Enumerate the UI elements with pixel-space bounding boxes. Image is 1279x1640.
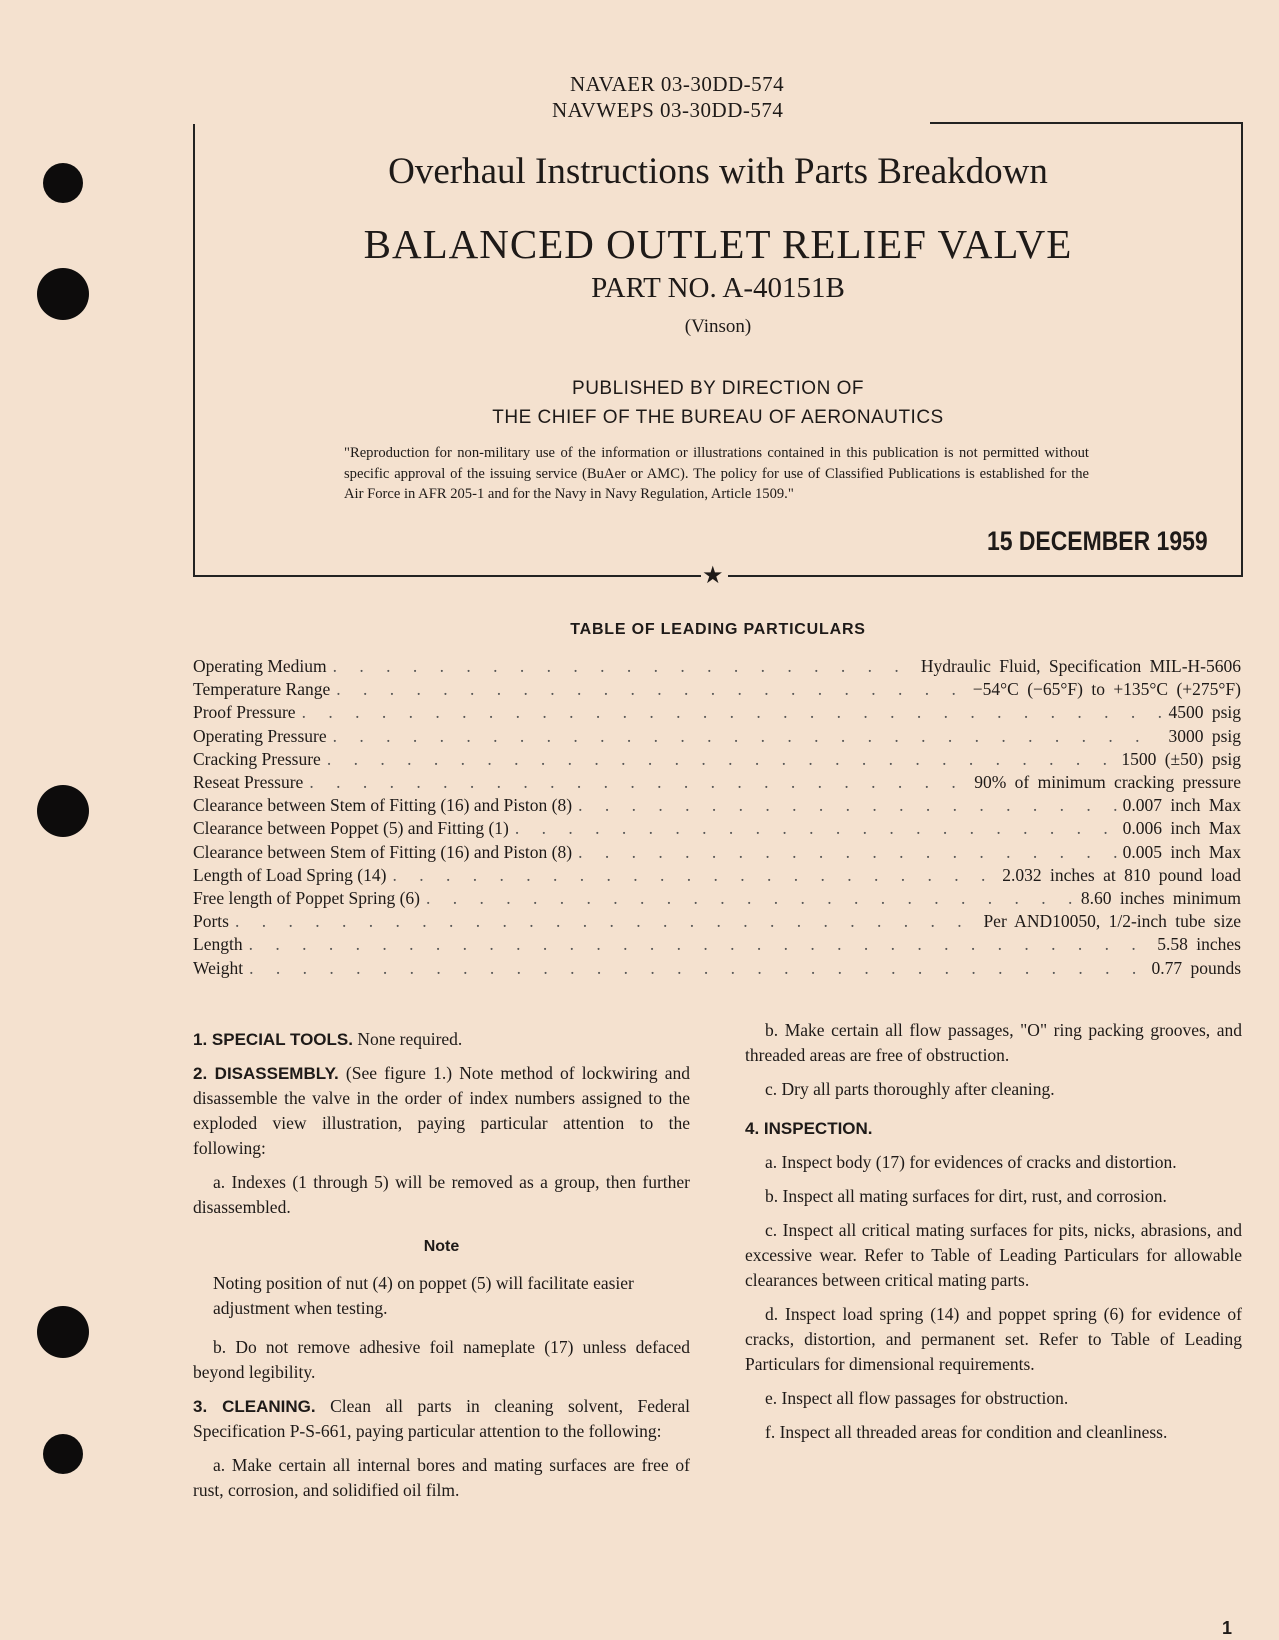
part-number: PART NO. A-40151B xyxy=(591,272,845,304)
row-value: 1500 (±50) psig xyxy=(1121,748,1241,769)
note-text: Noting position of nut (4) on poppet (5) will facilitate easier adjustment when testing. xyxy=(213,1273,634,1318)
row-label: Length of Load Spring (14) xyxy=(193,864,387,885)
punch-hole xyxy=(43,163,83,203)
box-bottom-rule-left xyxy=(193,575,701,577)
row-value: −54°C (−65°F) to +135°C (+275°F) xyxy=(972,679,1241,700)
row-label: Ports xyxy=(193,911,229,932)
table-row xyxy=(193,748,1241,771)
document-title: BALANCED OUTLET RELIEF VALVE xyxy=(363,221,1073,267)
row-value: 0.005 inch Max xyxy=(1122,841,1241,862)
dot-leader xyxy=(302,701,1163,724)
inspection-step-f: f. Inspect all threaded areas for condition and cleanliness. xyxy=(765,1422,1168,1442)
reproduction-notice: "Reproduction for non-military use of the information or illustrations contained in this publication is not permitted without specific approval of the issuing service (BuAer or AMC). The policy for use of Classified Publications is established for the Air Force in AFR 205-1 and for the Navy in Navy Regulation, Article 1509." xyxy=(344,445,1089,502)
star-icon: ★ xyxy=(702,561,724,589)
row-value: Hydraulic Fluid, Specification MIL-H-5606 xyxy=(920,656,1241,676)
heading-cleaning: 3. CLEANING. xyxy=(193,1397,316,1416)
punch-hole xyxy=(43,1434,83,1474)
heading-disassembly: 2. DISASSEMBLY. xyxy=(193,1064,339,1083)
doc-number-navaer: NAVAER 03-30DD-574 xyxy=(570,72,785,96)
dot-leader xyxy=(249,957,1145,980)
disassembly-text: (See figure 1.) Note method of lockwiring and disassemble the valve in the order of index numbers assigned to the exploded view illustration, paying particular attention to the following: xyxy=(193,1063,690,1158)
row-value: 8.60 inches minimum xyxy=(1080,888,1241,908)
right-column xyxy=(745,1018,1242,1454)
cleaning-step-c: c. Dry all parts thoroughly after cleaning. xyxy=(765,1079,1055,1099)
row-value: 3000 psig xyxy=(1168,725,1241,746)
cleaning-step-a: a. Make certain all internal bores and mating surfaces are free of rust, corrosion, and solidified oil film. xyxy=(193,1455,690,1500)
row-value: 2.032 inches at 810 pound load xyxy=(1002,864,1241,885)
inspection-step-c: c. Inspect all critical mating surfaces for pits, nicks, abrasions, and excessive wear. Refer to Table of Leading Particulars for allowable clearances between critical mating parts. xyxy=(745,1220,1242,1290)
publication-date: 15 DECEMBER 1959 xyxy=(987,526,1208,556)
cleaning-step-b: b. Make certain all flow passages, "O" ring packing grooves, and threaded areas are free of obstruction. xyxy=(745,1020,1242,1065)
heading-inspection: 4. INSPECTION. xyxy=(745,1119,873,1138)
row-value: 0.007 inch Max xyxy=(1122,795,1241,816)
disassembly-step-b: b. Do not remove adhesive foil nameplate (17) unless defaced beyond legibility. xyxy=(193,1337,690,1382)
inspection-step-a: a. Inspect body (17) for evidences of cracks and distortion. xyxy=(765,1152,1177,1172)
special-tools-text: None required. xyxy=(357,1029,463,1049)
dot-leader xyxy=(578,841,1117,864)
table-title: TABLE OF LEADING PARTICULARS xyxy=(570,621,866,638)
punch-hole xyxy=(37,268,89,320)
dot-leader xyxy=(249,933,1152,956)
row-value: 4500 psig xyxy=(1168,702,1241,723)
row-label: Clearance between Poppet (5) and Fitting (1) xyxy=(193,818,509,839)
cleaning-text: Clean all parts in cleaning solvent, Federal Specification P-S-661, paying particular attention to the following: xyxy=(193,1396,690,1441)
row-label: Cracking Pressure xyxy=(193,748,321,769)
row-label: Reseat Pressure xyxy=(193,772,304,792)
box-bottom-rule-right xyxy=(728,575,1243,577)
row-label: Operating Medium xyxy=(193,656,327,676)
inspection-step-b: b. Inspect all mating surfaces for dirt, rust, and corrosion. xyxy=(765,1186,1167,1206)
dot-leader xyxy=(235,910,977,933)
manufacturer: (Vinson) xyxy=(684,316,752,337)
dot-leader xyxy=(333,655,915,678)
page-number: 1 xyxy=(1222,1618,1233,1638)
table-row xyxy=(193,887,1241,910)
document-subtitle: Overhaul Instructions with Parts Breakdown xyxy=(388,151,1048,192)
heading-special-tools: 1. SPECIAL TOOLS. xyxy=(193,1030,353,1049)
left-column xyxy=(193,1018,690,1512)
note-heading: Note xyxy=(423,1238,460,1255)
table-row xyxy=(193,817,1241,840)
dot-leader xyxy=(392,864,996,887)
dot-leader xyxy=(426,887,1075,910)
inspection-step-e: e. Inspect all flow passages for obstruction. xyxy=(765,1388,1069,1408)
disassembly-step-a: a. Indexes (1 through 5) will be removed as a group, then further disassembled. xyxy=(193,1172,690,1217)
row-value: 5.58 inches xyxy=(1157,934,1241,955)
dot-leader xyxy=(336,678,967,701)
row-label: Clearance between Stem of Fitting (16) and Piston (8) xyxy=(193,795,573,816)
table-row xyxy=(193,794,1241,817)
dot-leader xyxy=(327,748,1115,771)
row-label: Operating Pressure xyxy=(193,725,327,746)
table-row xyxy=(193,678,1241,701)
punch-hole xyxy=(37,1306,89,1358)
doc-number-navweps: NAVWEPS 03-30DD-574 xyxy=(552,98,784,122)
table-row xyxy=(193,910,1241,933)
row-value: 0.77 pounds xyxy=(1151,957,1241,978)
row-label: Weight xyxy=(193,957,244,978)
punch-hole xyxy=(37,785,89,837)
table-row xyxy=(193,841,1241,864)
table-row xyxy=(193,957,1241,980)
table-row xyxy=(193,864,1241,887)
table-row xyxy=(193,771,1241,794)
row-label: Length xyxy=(193,934,243,955)
row-label: Proof Pressure xyxy=(193,702,296,723)
table-row xyxy=(193,655,1241,678)
published-line-2: THE CHIEF OF THE BUREAU OF AERONAUTICS xyxy=(492,407,944,428)
box-top-rule xyxy=(930,122,1243,124)
row-value: Per AND10050, 1/2-inch tube size xyxy=(983,911,1241,932)
row-value: 90% of minimum cracking pressure xyxy=(974,772,1241,792)
row-label: Free length of Poppet Spring (6) xyxy=(193,888,420,908)
dot-leader xyxy=(578,794,1117,817)
table-row xyxy=(193,933,1241,956)
table-row xyxy=(193,725,1241,748)
dot-leader xyxy=(309,771,968,794)
published-line-1: PUBLISHED BY DIRECTION OF xyxy=(572,378,864,399)
inspection-step-d: d. Inspect load spring (14) and poppet spring (6) for evidence of cracks, distortion, and permanent set. Refer to Table of Leading Particulars for dimensional requirements. xyxy=(745,1304,1242,1374)
dot-leader xyxy=(515,817,1117,840)
row-label: Clearance between Stem of Fitting (16) and Piston (8) xyxy=(193,841,573,862)
row-label: Temperature Range xyxy=(193,679,331,700)
table-row xyxy=(193,701,1241,724)
row-value: 0.006 inch Max xyxy=(1122,818,1241,839)
dot-leader xyxy=(333,725,1163,748)
